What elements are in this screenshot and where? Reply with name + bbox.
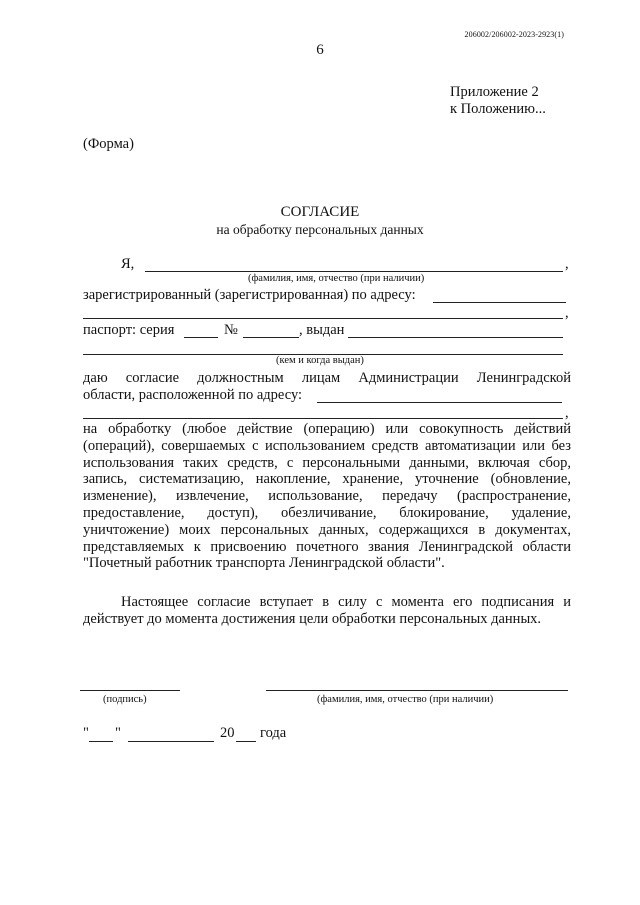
consent-body: на обработку (любое действие (операцию) или совокупность действий (операций), совершаемых с использованием средств автоматизации или без использования таких средств, с персональными данными, включая сбор, запись, систематизацию, накопление, хранение, уточнение (обновление, изменение), извлечение, использование, передачу (распространение, предоставление, доступ), обезличивание, блокирование, удаление, уничтожение) моих персональных данных, содержащихся в документах, представляемых к присвоению почетного звания Ленинградской области "Почетный работник транспорта Ленинградской области". [83,421,571,572]
form-label: (Форма) [83,136,134,152]
issued-label: , выдан [299,322,345,338]
signature-fio-caption: (фамилия, имя, отчество (при наличии) [317,694,494,705]
document-title: СОГЛАСИЕ [280,204,360,220]
signature-field[interactable] [80,690,180,691]
registered-label: зарегистрированный (зарегистрированная) по адресу: [83,287,416,303]
appendix-line-1: Приложение 2 [450,84,539,100]
date-year-field[interactable] [236,741,256,742]
signature-caption: (подпись) [103,694,147,705]
appendix-note [450,84,546,118]
comma: , [565,256,569,272]
issued-field-1[interactable] [348,337,563,338]
address-field-2[interactable] [83,318,563,319]
date-year-prefix: 20 [220,725,235,741]
consent-intro-line-2: области, расположенной по адресу: [83,387,303,403]
document-id: 206002/206002-2023-2923(1) [464,30,564,39]
date-day-field[interactable] [89,741,113,742]
date-year-suffix: года [260,725,287,741]
address-field-1[interactable] [433,302,566,303]
organization-address-field-2[interactable] [83,418,563,419]
fio-field[interactable] [145,271,563,272]
date-month-field[interactable] [128,741,214,742]
date-quote-open: " [83,725,89,741]
validity-text: Настоящее согласие вступает в силу с момента его подписания и действует до момента достижения цели обработки персональных данных. [83,594,571,627]
comma: , [565,305,569,321]
consent-intro-line-1: даю согласие должностным лицам Администрации Ленинградской [83,370,571,386]
signature-fio-field[interactable] [266,690,568,691]
passport-series-field[interactable] [184,337,218,338]
passport-number-field[interactable] [243,337,299,338]
ya-label: Я, [121,256,135,272]
fio-caption: (фамилия, имя, отчество (при наличии) [248,273,425,284]
appendix-line-2: к Положению... [450,101,546,117]
passport-number-label: № [224,322,238,338]
issued-caption: (кем и когда выдан) [276,355,364,366]
comma: , [565,405,569,421]
passport-series-label: паспорт: серия [83,322,175,338]
page-number: 6 [316,42,324,58]
date-quote-close: " [115,725,121,741]
organization-address-field-1[interactable] [317,402,562,403]
document-subtitle: на обработку персональных данных [216,222,424,237]
